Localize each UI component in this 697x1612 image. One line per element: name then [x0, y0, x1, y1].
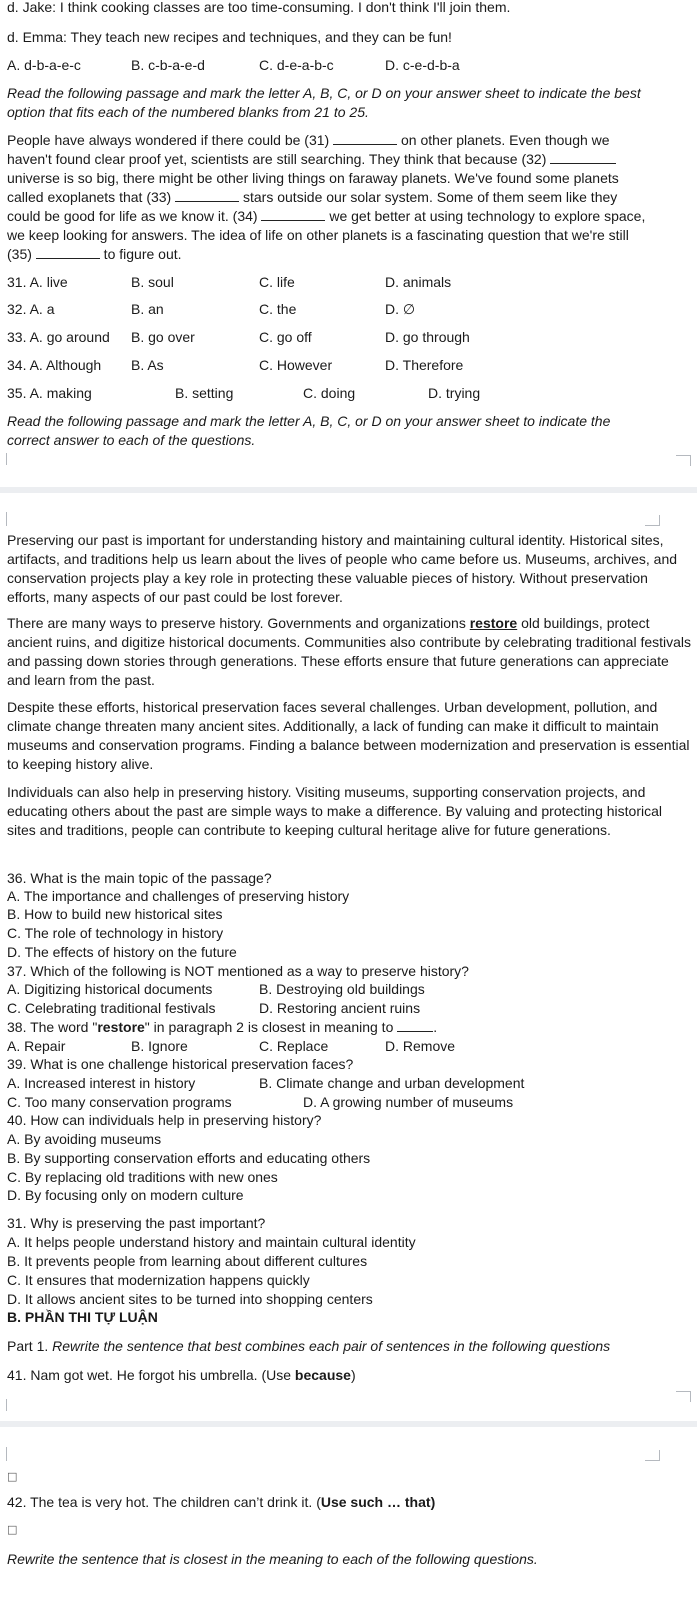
option: D. Therefore	[385, 357, 464, 373]
dialogue-line-jake: d. Jake: I think cooking classes are too time-consuming. I don't think I'll join them.	[7, 0, 511, 15]
blank-33	[175, 189, 239, 202]
page-corner-mark	[676, 1391, 691, 1402]
question-42: 42. The tea is very hot. The children can’t drink it. (Use such … that)	[7, 1494, 436, 1510]
part1-heading: Part 1. Rewrite the sentence that best combines each pair of sentences in the following questions	[7, 1338, 611, 1354]
option: D. The effects of history on the future	[7, 944, 237, 960]
question-41: 41. Nam got wet. He forgot his umbrella. (Use because)	[7, 1367, 356, 1383]
reading-paragraph-3: Despite these efforts, historical preservation faces several challenges. Urban development, pollution, and climate change threaten many ancient sites. Additionally, a lack of funding can make it difficult to maintain museums and conservation programs. Finding a balance between modernization and preservation is essential to keeping history alive.	[7, 699, 690, 772]
option: B. How to build new historical sites	[7, 906, 223, 922]
option: B. setting	[175, 385, 234, 401]
option: C. doing	[303, 385, 356, 401]
page-break-divider	[0, 1421, 697, 1427]
page-corner-mark	[676, 455, 691, 466]
page-corner-mark	[645, 515, 660, 526]
option: A. Digitizing historical documents	[7, 981, 213, 997]
option: D. Restoring ancient ruins	[259, 1000, 421, 1016]
option: C. By replacing old traditions with new ones	[7, 1169, 278, 1185]
order-option-b: B. c-b-a-e-d	[131, 57, 205, 73]
option: D. trying	[428, 385, 481, 401]
option: B. soul	[131, 274, 174, 290]
section-title: B. PHẦN THI TỰ LUẬN	[7, 1309, 158, 1325]
option: A. It helps people understand history and maintain cultural identity	[7, 1234, 416, 1250]
option: B. It prevents people from learning about different cultures	[7, 1253, 368, 1269]
reading-paragraph-1: Preserving our past is important for understanding history and maintaining cultural identity. Historical sites, artifacts, and traditions help us learn about the lives of people who came before us. Museums, archives, and conservation projects play a key role in protecting these valuable pieces of history. Without preservation efforts, many aspects of our past could be lost forever.	[7, 532, 678, 605]
option: C. The role of technology in history	[7, 925, 224, 941]
blank-35	[36, 246, 100, 259]
passage-line: haven't found clear proof yet, scientists are still searching. They think that because (32)	[7, 150, 616, 169]
blank-32	[550, 151, 616, 164]
option: D. Remove	[385, 1038, 456, 1054]
option: B. As	[131, 357, 164, 373]
passage-line: universe is so big, there might be other living things on faraway planets. We've found some planets	[7, 170, 619, 186]
reading-instruction: Read the following passage and mark the letter A, B, C, or D on your answer sheet to indicate the correct answer to each of the questions.	[7, 413, 611, 448]
order-option-c: C. d-e-a-b-c	[259, 57, 334, 73]
blank-31	[333, 132, 397, 145]
blank-38	[397, 1019, 433, 1032]
page-corner-mark	[6, 453, 7, 465]
passage-line: called exoplanets that (33) stars outside our solar system. Some of them seem like they	[7, 189, 618, 205]
keyword-restore: restore	[469, 615, 518, 631]
option: C. Celebrating traditional festivals	[7, 1000, 216, 1016]
option: D. go through	[385, 329, 470, 345]
page-corner-mark	[6, 1399, 7, 1411]
option: B. an	[131, 301, 164, 317]
order-option-d: D. c-e-d-b-a	[385, 57, 460, 73]
passage-line: we keep looking for answers. The idea of life on other planets is a fascinating question that we're still	[7, 227, 629, 243]
option: A. By avoiding museums	[7, 1131, 162, 1147]
passage-line: could be good for life as we know it. (34) we get better at using technology to explore space,	[7, 208, 646, 224]
order-option-a: A. d-b-a-e-c	[7, 57, 81, 73]
option: D. animals	[385, 274, 452, 290]
answer-placeholder-icon: □	[7, 1523, 18, 1536]
option: C. However	[259, 357, 333, 373]
option: C. go off	[259, 329, 312, 345]
option: D. A growing number of museums	[303, 1094, 514, 1110]
footer-instruction: Rewrite the sentence that is closest in the meaning to each of the following questions.	[7, 1551, 538, 1567]
option: A. Increased interest in history	[7, 1075, 196, 1091]
page-corner-mark	[645, 1450, 660, 1461]
blank-34	[261, 208, 325, 221]
option: C. Replace	[259, 1038, 329, 1054]
page-break-divider	[0, 487, 697, 493]
answer-placeholder-icon: □	[7, 1470, 18, 1483]
option: B. By supporting conservation efforts and educating others	[7, 1150, 371, 1166]
option: A. Repair	[7, 1038, 66, 1054]
reading-paragraph-2: There are many ways to preserve history. Governments and organizations restore old buildings, protect ancient ruins, and digitize historical documents. Communities also contribute by celebrating traditional festivals and passing down stories through generations. These efforts ensure that future generations can appreciate and learn from the past.	[7, 615, 692, 688]
option: B. Destroying old buildings	[259, 981, 425, 997]
reading-paragraph-4: Individuals can also help in preserving history. Visiting museums, supporting conservation projects, and educating others about the past are simple ways to make a difference. By valuing and protecting historical sites and traditions, people can contribute to keeping cultural heritage alive for future generations.	[7, 784, 663, 838]
option: D. It allows ancient sites to be turned into shopping centers	[7, 1291, 373, 1307]
option: D. By focusing only on modern culture	[7, 1187, 244, 1203]
cloze-instruction: Read the following passage and mark the letter A, B, C, or D on your answer sheet to indicate the best option that fits each of the numbered blanks from 21 to 25.	[7, 85, 641, 120]
option: C. life	[259, 274, 295, 290]
option: D. ∅	[385, 301, 416, 317]
option: C. Too many conservation programs	[7, 1094, 232, 1110]
dialogue-line-emma: d. Emma: They teach new recipes and techniques, and they can be fun!	[7, 29, 452, 45]
passage-line: (35) to figure out.	[7, 246, 182, 262]
option: A. The importance and challenges of preserving history	[7, 888, 350, 904]
option: C. the	[259, 301, 297, 317]
page-corner-mark	[6, 1447, 7, 1461]
page-corner-mark	[6, 512, 7, 526]
option: B. Climate change and urban development	[259, 1075, 525, 1091]
passage-line: People have always wondered if there could be (31) on other planets. Even though we	[7, 132, 610, 148]
worksheet-page: d. Jake: I think cooking classes are too time-consuming. I don't think I'll join them. d. Emma: They teach new recipes and techniques, and they can be fun! A. d-b-a-e-c B. c-b-a-e-d C. d-e-a-b-c D. c-e-d-b-a Read the following passage and mark the letter A, B, C, or D on your answer sheet to indicate the best option that fits each of the numbered blanks from 21 to 25. People have always wondered if there could be (31) on other planets. Even though we haven't found clear proof yet, scientists are still searching. They think that because (32) universe is so big, there might be other living things on faraway planets. We've found some planets called exoplanets that (33) stars outside our solar system. Some of them seem like they could be good for life as we know it. (34) we get better at using technology to explore space, we keep looking for answers. The idea of life on other planets is a fascinating question that we're still (35) to figure out. 31. A. live B. soul C. life D. animals 32. A. a B. an C. the D. ∅ 33. A. go around B. go over C. go off D. go through 34. A. Although B. As C. However D. Therefore 35. A. making B. setting C. doing D. trying Read the following passage and mark the letter A, B, C, or D on your answer sheet to indicate the correct answer to each of the questions. Preserving our past is important for understanding history and maintaining cultural identity. Historical sites, artifacts, and traditions help us learn about the lives of people who came before us. Museums, archives, and conservation projects play a key role in protecting these valuable pieces of history. Without preservation efforts, many aspects of our past could be lost forever. There are many ways to preserve history. Governments and organizations restore old buildings, protect ancient ruins, and digitize historical documents. Communities also contribute by celebrating traditional festivals and passing down stories through generations. These efforts ensure that future generations can appreciate and learn from the past. Despite these efforts, historical preservation faces several challenges. Urban development, pollution, and climate change threaten many ancient sites. Additionally, a lack of funding can make it difficult to maintain museums and conservation programs. Finding a balance between modernization and preservation is essential to keeping history alive. Individuals can also help in preserving history. Visiting museums, supporting conservation projects, and educating others about the past are simple ways to make a difference. By valuing and protecting historical sites and traditions, people can contribute to keeping cultural heritage alive for future generations. 36. What is the main topic of the passage? A. The importance and challenges of preserving history B. How to build new historical sites C. The role of technology in history D. The effects of history on the future 37. Which of the following is NOT mentioned as a way to preserve history? A. Digitizing historical documents B. Destroying old buildings C. Celebrating traditional festivals D. Restoring ancient ruins 38. The word "restore" in paragraph 2 is closest in meaning to . A. Repair B. Ignore C. Replace D. Remove 39. What is one challenge historical preservation faces? A. Increased interest in history B. Climate change and urban development C. Too many conservation programs D. A growing number of museums 40. How can individuals help in preserving history? A. By avoiding museums B. By supporting conservation efforts and educating others C. By replacing old traditions with new ones D. By focusing only on modern culture 31. Why is preserving the past important? A. It helps people understand history and maintain cultural identity B. It prevents people from learning about different cultures C. It ensures that modernization happens quickly D. It allows ancient sites to be turned into shopping centers B. PHẦN THI TỰ LUẬN Part 1. Rewrite the sentence that best combines each pair of sentences in the following questions 41. Nam got wet. He forgot his umbrella. (Use because) □ 42. The tea is very hot. The children can’t drink it. (Use such … that) □ Rewrite the sentence that is closest in the meaning to each of the following questions.	[0, 0, 697, 1612]
option: C. It ensures that modernization happens quickly	[7, 1272, 310, 1288]
option: B. Ignore	[131, 1038, 188, 1054]
option: B. go over	[131, 329, 195, 345]
